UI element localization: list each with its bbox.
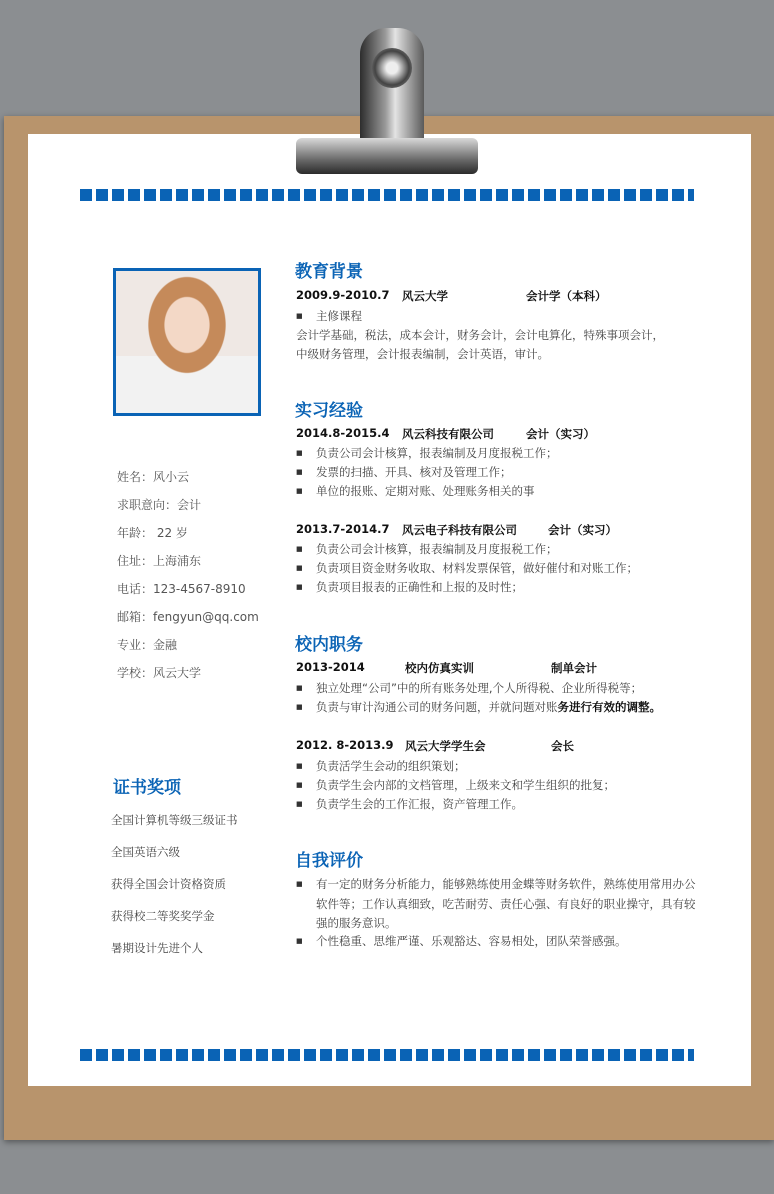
list-item <box>296 699 661 718</box>
job-date: 2014.8-2015.4 <box>296 426 390 440</box>
self-line: 软件等；工作认真细致，吃苦耐劳、责任心强、有良好的职业操守，具有较 <box>316 897 696 911</box>
item-text-bold: 务进行有效的调整。 <box>557 700 661 714</box>
address: 住址：上海浦东 <box>117 554 202 568</box>
edu-title: 教育背景 <box>295 262 363 282</box>
profile-info <box>117 468 259 692</box>
job-org: 风云科技有限公司 <box>402 427 494 441</box>
edu-line: 中级财务管理，会计报表编制，会计英语，审计。 <box>296 347 549 361</box>
certs-list <box>111 812 238 972</box>
job-role: 会计（实习） <box>526 427 595 441</box>
job-org: 校内仿真实训 <box>405 661 474 675</box>
list-item: ■ 独立处理“公司”中的所有账务处理,个人所得税、企业所得税等； <box>296 680 661 699</box>
self-cont <box>316 895 696 933</box>
list-item: ■ 负责项目报表的正确性和上报的及时性； <box>296 579 638 598</box>
job-bullets <box>296 445 558 502</box>
list-item: ■ 负责活学生会动的组织策划； <box>296 758 615 777</box>
list-item: ■ 负责学生会内部的文档管理，上级来文和学生组织的批复； <box>296 777 615 796</box>
list-item: ■ 单位的报账、定期对账、处理账务相关的事 <box>296 483 558 502</box>
list-item: ■ 负责学生会的工作汇报，资产管理工作。 <box>296 796 615 815</box>
age: 年龄： 22 岁 <box>117 526 188 540</box>
list-item: ■ 个性稳重、思维严谨、乐观豁达、容易相处，团队荣誉感强。 <box>296 933 627 952</box>
job-date: 2013-2014 <box>296 660 365 674</box>
cert-item: 全国计算机等级三级证书 <box>111 813 238 827</box>
intent: 求职意向：会计 <box>117 498 202 512</box>
edu-role: 会计学（本科） <box>526 289 607 303</box>
edu-org: 风云大学 <box>402 289 448 303</box>
certs-title: 证书奖项 <box>113 778 181 798</box>
school: 学校：风云大学 <box>117 666 202 680</box>
list-item: ■ 发票的扫描、开具、核对及管理工作； <box>296 464 558 483</box>
top-stripe <box>80 189 694 201</box>
job-bullets <box>296 541 638 598</box>
phone: 电话：123-4567-8910 <box>117 582 246 596</box>
name: 姓名：风小云 <box>117 470 190 484</box>
intern-title: 实习经验 <box>295 401 363 421</box>
clip-icon <box>360 28 424 148</box>
cert-item: 全国英语六级 <box>111 845 180 859</box>
clip-hole <box>372 48 412 88</box>
list-item: ■ 负责公司会计核算，报表编制及月度报税工作； <box>296 541 638 560</box>
job-org: 风云电子科技有限公司 <box>402 523 517 537</box>
campus-title: 校内职务 <box>295 635 363 655</box>
job-date: 2013.7-2014.7 <box>296 522 390 536</box>
cert-item: 获得全国会计资格资质 <box>111 877 226 891</box>
job-bullets <box>296 758 615 815</box>
self-line: 强的服务意识。 <box>316 916 397 930</box>
self-title: 自我评价 <box>295 851 363 871</box>
job-role: 制单会计 <box>551 661 597 675</box>
profile-photo <box>113 268 261 416</box>
cert-item: 暑期设计先进个人 <box>111 941 203 955</box>
edu-bullets <box>296 308 362 327</box>
edu-line: 会计学基础，税法，成本会计，财务会计，会计电算化，特殊事项会计， <box>296 328 664 342</box>
cert-item: 获得校二等奖奖学金 <box>111 909 215 923</box>
job-date: 2012. 8-2013.9 <box>296 738 394 752</box>
email: 邮箱：fengyun@qq.com <box>117 610 259 624</box>
edu-date: 2009.9-2010.7 <box>296 288 390 302</box>
job-bullets <box>296 680 661 718</box>
edu-courses <box>296 326 664 364</box>
list-item: ■ 负责公司会计核算，报表编制及月度报税工作； <box>296 445 558 464</box>
list-item: ■ 有一定的财务分析能力，能够熟练使用金蝶等财务软件，熟练使用常用办公 <box>296 876 696 895</box>
list-item: ■ 负责项目资金财务收取、材料发票保管，做好催付和对账工作； <box>296 560 638 579</box>
self-bullets <box>296 876 696 895</box>
item-text: 负责与审计沟通公司的财务问题，并就问题对账 <box>316 700 558 714</box>
edu-bullet: ■ 主修课程 <box>296 308 362 327</box>
job-role: 会长 <box>551 739 574 753</box>
bottom-stripe <box>80 1049 694 1061</box>
job-org: 风云大学学生会 <box>405 739 486 753</box>
self-bullets <box>296 933 627 952</box>
major: 专业：金融 <box>117 638 178 652</box>
clip-base <box>296 138 478 174</box>
job-role: 会计（实习） <box>548 523 617 537</box>
